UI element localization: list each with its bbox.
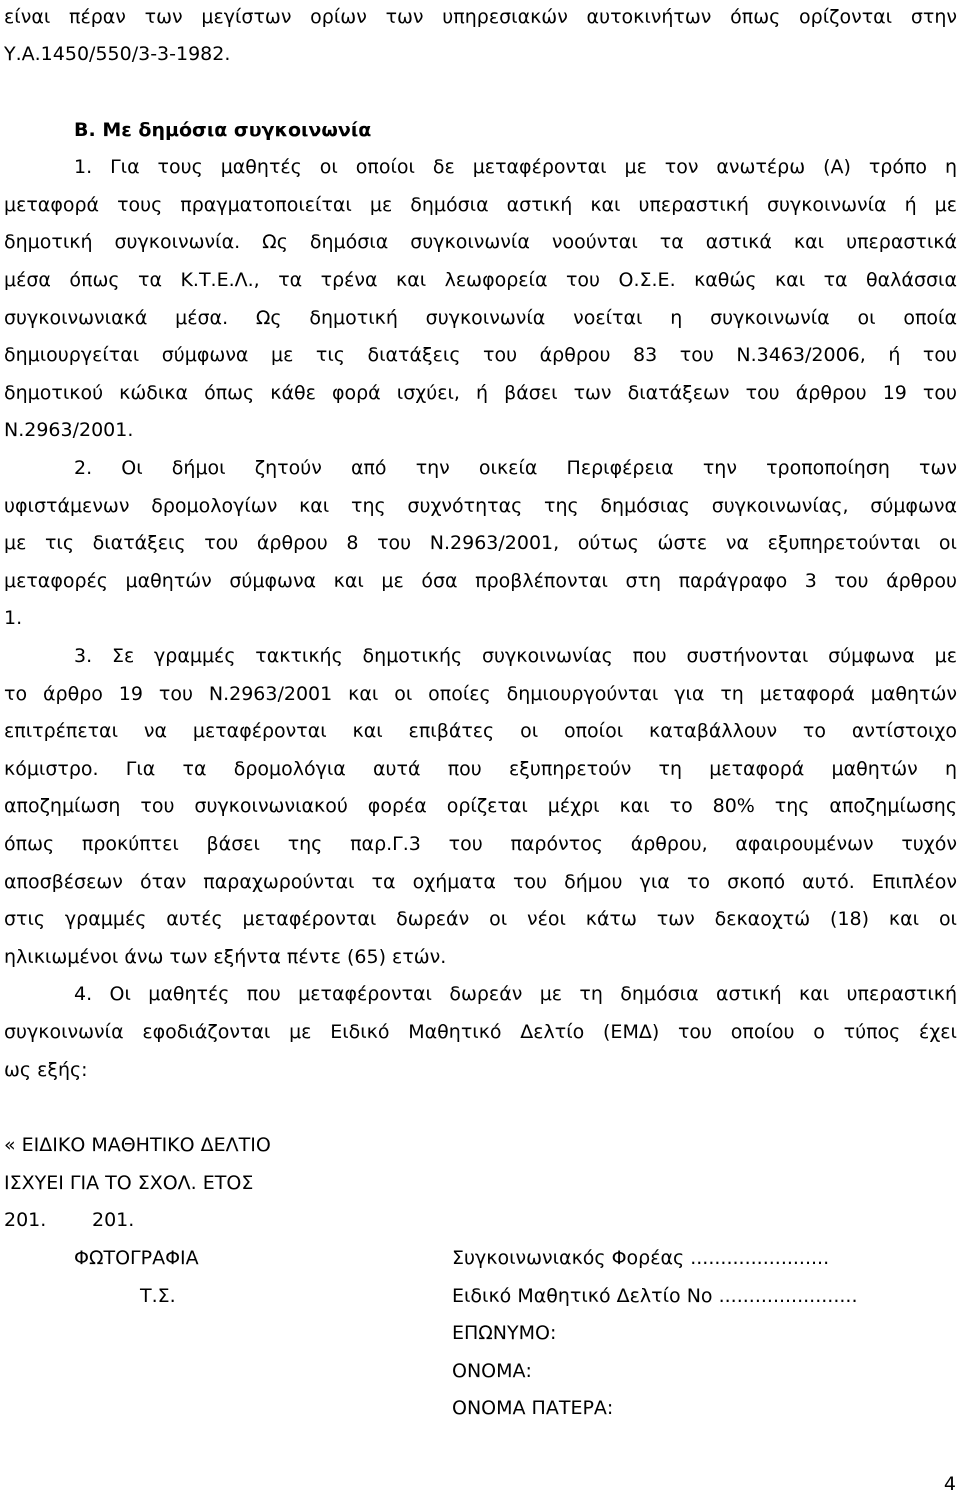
- paragraph-1-line: δημοτική συγκοινωνία. Ως δημόσια συγκοινωνία νοούνται τα αστικά και υπεραστικά: [4, 231, 957, 253]
- intro-line: είναι πέραν των μεγίστων ορίων των υπηρεσιακών αυτοκινήτων όπως ορίζονται στην: [4, 6, 957, 28]
- card-carrier-field: Συγκοινωνιακός Φορέας .......................: [452, 1247, 830, 1269]
- card-title: « ΕΙΔΙΚΟ ΜΑΘΗΤΙΚΟ ΔΕΛΤΙΟ: [4, 1134, 271, 1156]
- paragraph-1-line: μέσα όπως τα Κ.Τ.Ε.Λ., τα τρένα και λεωφορεία του Ο.Σ.Ε. καθώς και τα θαλάσσια: [4, 269, 957, 291]
- card-ts-label: Τ.Σ.: [140, 1285, 176, 1307]
- paragraph-2-line: με τις διατάξεις του άρθρου 8 του Ν.2963/2001, ούτως ώστε να εξυπηρετούνται οι: [4, 532, 957, 554]
- paragraph-2-line: υφιστάμενων δρομολογίων και της συχνότητας της δημόσιας συγκοινωνίας, σύμφωνα: [4, 495, 957, 517]
- paragraph-3-line: 3. Σε γραμμές τακτικής δημοτικής συγκοινωνίας που συστήνονται σύμφωνα με: [74, 645, 957, 667]
- paragraph-1-line: Ν.2963/2001.: [4, 419, 134, 441]
- paragraph-4-line: συγκοινωνία εφοδιάζονται με Ειδικό Μαθητικό Δελτίο (ΕΜΔ) του οποίου ο τύπος έχει: [4, 1021, 957, 1043]
- card-number-field: Ειδικό Μαθητικό Δελτίο Νο .......................: [452, 1285, 858, 1307]
- paragraph-4-line: 4. Οι μαθητές που μεταφέρονται δωρεάν με τη δημόσια αστική και υπεραστική: [74, 983, 957, 1005]
- paragraph-3-line: το άρθρο 19 του Ν.2963/2001 και οι οποίες δημιουργούνται για τη μεταφορά μαθητών: [4, 683, 957, 705]
- paragraph-2-line: μεταφορές μαθητών σύμφωνα και με όσα προβλέπονται στη παράγραφο 3 του άρθρου: [4, 570, 957, 592]
- paragraph-3-line: στις γραμμές αυτές μεταφέρονται δωρεάν οι νέοι κάτω των δεκαοχτώ (18) και οι: [4, 908, 957, 930]
- paragraph-4-line: ως εξής:: [4, 1059, 88, 1081]
- card-photo-label: ΦΩΤΟΓΡΑΦΙΑ: [74, 1247, 199, 1269]
- paragraph-1-line: δημιουργείται σύμφωνα με τις διατάξεις του άρθρου 83 του Ν.3463/2006, ή του: [4, 344, 957, 366]
- intro-line: Υ.Α.1450/550/3-3-1982.: [4, 43, 231, 65]
- paragraph-3-line: κόμιστρο. Για τα δρομολόγια αυτά που εξυπηρετούν τη μεταφορά μαθητών η: [4, 758, 957, 780]
- paragraph-3-line: ηλικιωμένοι άνω των εξήντα πέντε (65) ετών.: [4, 946, 447, 968]
- paragraph-1-line: δημοτικού κώδικα όπως κάθε φορά ισχύει, ή βάσει των διατάξεων του άρθρου 19 του: [4, 382, 957, 404]
- paragraph-2-line: 1.: [4, 607, 23, 629]
- paragraph-3-line: επιτρέπεται να μεταφέρονται και επιβάτες οι οποίοι καταβάλλουν το αντίστοιχο: [4, 720, 957, 742]
- paragraph-1-line: μεταφορά τους πραγματοποιείται με δημόσια αστική και υπεραστική συγκοινωνία ή με: [4, 194, 957, 216]
- section-heading: Β. Με δημόσια συγκοινωνία: [74, 119, 372, 141]
- page-number: 4: [943, 1473, 956, 1495]
- card-year-to: 201.: [92, 1209, 135, 1231]
- paragraph-2-line: 2. Οι δήμοι ζητούν από την οικεία Περιφέρεια την τροποποίηση των: [74, 457, 957, 479]
- card-year-from: 201.: [4, 1209, 47, 1231]
- paragraph-1-line: συγκοινωνιακά μέσα. Ως δημοτική συγκοινωνία νοείται η συγκοινωνία οι οποία: [4, 307, 957, 329]
- card-father-name-field: ΟΝΟΜΑ ΠΑΤΕΡΑ:: [452, 1397, 614, 1419]
- paragraph-1-line: 1. Για τους μαθητές οι οποίοι δε μεταφέρονται με τον ανωτέρω (Α) τρόπο η: [74, 156, 957, 178]
- card-surname-field: ΕΠΩΝΥΜΟ:: [452, 1322, 557, 1344]
- card-name-field: ΟΝΟΜΑ:: [452, 1360, 532, 1382]
- card-validity: ΙΣΧΥΕΙ ΓΙΑ ΤΟ ΣΧΟΛ. ΕΤΟΣ: [4, 1172, 254, 1194]
- paragraph-3-line: αποζημίωση του συγκοινωνιακού φορέα ορίζεται μέχρι και το 80% της αποζημίωσης: [4, 795, 957, 817]
- paragraph-3-line: αποσβέσεων όταν παραχωρούνται τα οχήματα του δήμου για το σκοπό αυτό. Επιπλέον: [4, 871, 957, 893]
- paragraph-3-line: όπως προκύπτει βάσει της παρ.Γ.3 του παρόντος άρθρου, αφαιρουμένων τυχόν: [4, 833, 957, 855]
